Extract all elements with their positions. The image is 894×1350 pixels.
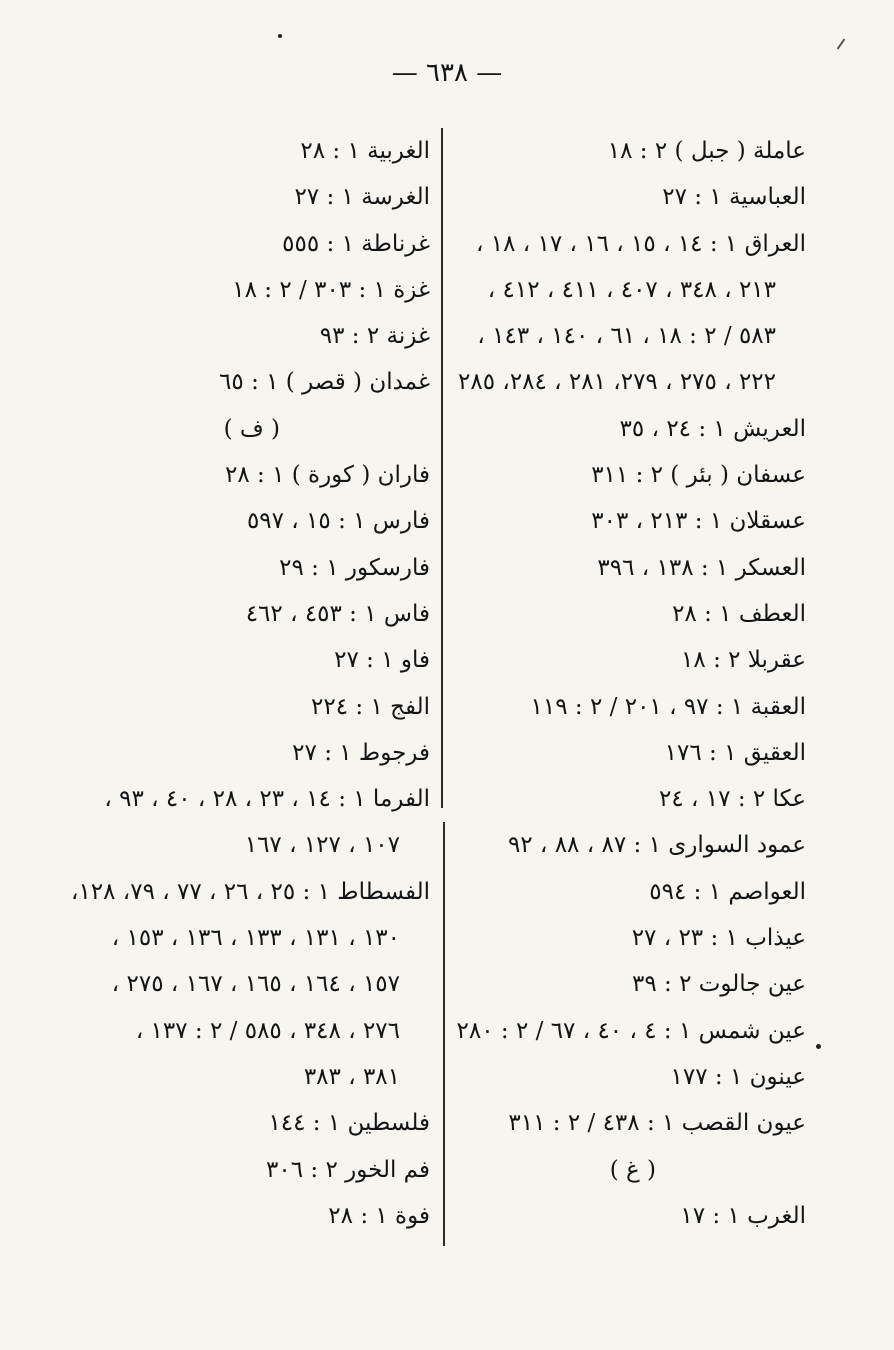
index-entry: غرناطة ١ : ٥٥٥ [282, 230, 430, 257]
index-entry: فرجوط ١ : ٢٧ [292, 739, 430, 766]
index-entry: فلسطين ١ : ١٤٤ [268, 1110, 430, 1137]
index-entry: الفرما ١ : ١٤ ، ٢٣ ، ٢٨ ، ٤٠ ، ٩٣ ، [104, 786, 430, 813]
index-entry: العراق ١ : ١٤ ، ١٥ ، ١٦ ، ١٧ ، ١٨ ، [476, 230, 806, 257]
page-number: — ٦٣٨ — [391, 58, 503, 88]
index-entry: عينون ١ : ١٧٧ [670, 1063, 806, 1090]
index-entry: غمدان ( قصر ) ١ : ٦٥ [219, 369, 430, 396]
index-entry: العطف ١ : ٢٨ [672, 600, 806, 627]
index-entry-continuation: ٢٢٢ ، ٢٧٥ ، ٢٧٩، ٢٨١ ، ٢٨٤، ٢٨٥ [458, 369, 776, 396]
index-entry: عين جالوت ٢ : ٣٩ [631, 971, 806, 998]
index-entry-continuation: ١٣٠ ، ١٣١ ، ١٣٣ ، ١٣٦ ، ١٥٣ ، [111, 925, 400, 952]
index-entry: عمود السوارى ١ : ٨٧ ، ٨٨ ، ٩٢ [507, 832, 806, 859]
index-entry: الغرسة ١ : ٢٧ [294, 184, 430, 211]
index-entry: عاملة ( جبل ) ٢ : ١٨ [607, 138, 806, 164]
index-entry: عقربلا ٢ : ١٨ [681, 647, 806, 674]
index-entry: عكا ٢ : ١٧ ، ٢٤ [659, 786, 806, 813]
index-entry: الغرب ١ : ١٧ [680, 1202, 806, 1229]
index-column-right [446, 128, 806, 1239]
index-entry: فاو ١ : ٢٧ [334, 647, 430, 674]
index-entry-continuation: ٢١٣ ، ٣٤٨ ، ٤٠٧ ، ٤١١ ، ٤١٢ ، [487, 276, 776, 303]
column-divider-bottom [443, 822, 445, 1246]
index-entry: العواصم ١ : ٥٩٤ [649, 878, 806, 905]
index-entry: الغربية ١ : ٢٨ [300, 138, 430, 164]
ink-speck [278, 34, 282, 38]
index-entry: عسفان ( بئر ) ٢ : ٣١١ [591, 462, 806, 489]
section-letter-heading: ( ف ) [223, 415, 280, 442]
index-entry: العباسية ١ : ٢٧ [662, 184, 806, 211]
index-entry: فارسكور ١ : ٢٩ [279, 554, 430, 581]
index-entry: عسقلان ١ : ٢١٣ ، ٣٠٣ [591, 508, 806, 535]
index-entry-continuation: ١٠٧ ، ١٢٧ ، ١٦٧ [244, 832, 400, 859]
index-entry: فوة ١ : ٢٨ [328, 1202, 430, 1229]
column-divider-top [441, 128, 443, 808]
index-entry: العقبة ١ : ٩٧ ، ٢٠١ / ٢ : ١١٩ [530, 693, 806, 720]
index-entry: فاس ١ : ٤٥٣ ، ٤٦٢ [245, 600, 430, 627]
ink-speck [816, 1044, 821, 1049]
index-entry-continuation: ٣٨١ ، ٣٨٣ [303, 1063, 400, 1090]
index-column-left [70, 128, 430, 1239]
index-entry: فاران ( كورة ) ١ : ٢٨ [224, 462, 430, 489]
index-entry: العريش ١ : ٢٤ ، ٣٥ [619, 415, 806, 442]
index-entry-continuation: ٥٨٣ / ٢ : ١٨ ، ٦١ ، ١٤٠ ، ١٤٣ ، [477, 323, 776, 350]
index-entry: العقيق ١ : ١٧٦ [664, 739, 806, 766]
index-entry: عيون القصب ١ : ٤٣٨ / ٢ : ٣١١ [508, 1110, 806, 1137]
index-entry: فم الخور ٢ : ٣٠٦ [266, 1156, 430, 1183]
index-entry-continuation: ١٥٧ ، ١٦٤ ، ١٦٥ ، ١٦٧ ، ٢٧٥ ، [111, 971, 400, 998]
index-entry: الفج ١ : ٢٢٤ [311, 693, 430, 720]
index-entry: العسكر ١ : ١٣٨ ، ٣٩٦ [597, 554, 806, 581]
section-letter-heading: ( غ ) [609, 1156, 656, 1183]
index-entry-continuation: ٢٧٦ ، ٣٤٨ ، ٥٨٥ / ٢ : ١٣٧ ، [135, 1017, 400, 1044]
index-entry: فارس ١ : ١٥ ، ٥٩٧ [246, 508, 430, 535]
index-entry: عين شمس ١ : ٤ ، ٤٠ ، ٦٧ / ٢ : ٢٨٠ [456, 1017, 806, 1044]
index-entry: الفسطاط ١ : ٢٥ ، ٢٦ ، ٧٧ ، ٧٩، ١٢٨، [71, 878, 430, 905]
index-entry: غزة ١ : ٣٠٣ / ٢ : ١٨ [232, 276, 430, 303]
index-entry: عيذاب ١ : ٢٣ ، ٢٧ [631, 925, 806, 952]
index-entry: غزنة ٢ : ٩٣ [319, 323, 430, 350]
pencil-mark [837, 39, 846, 50]
